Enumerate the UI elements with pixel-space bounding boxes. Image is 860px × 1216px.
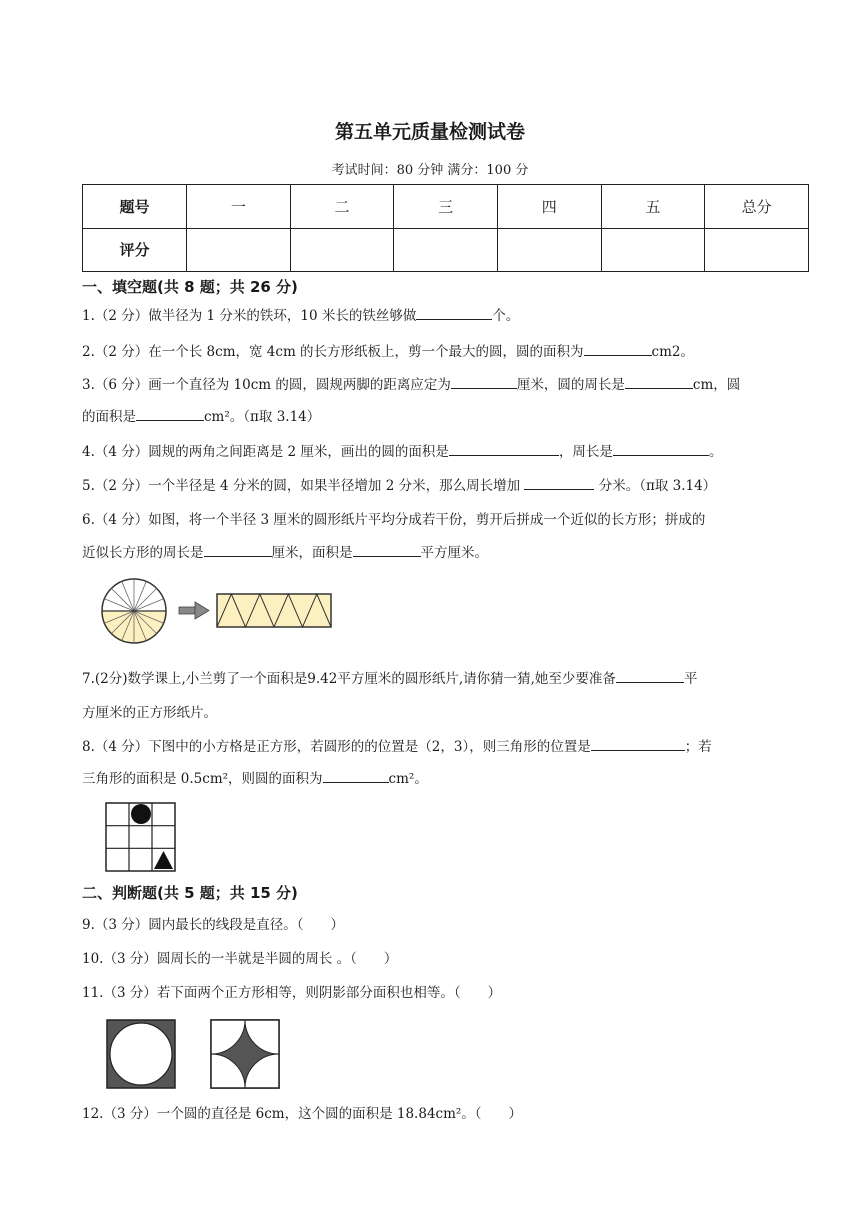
question-text: 7.(2分)数学课上,小兰剪了一个面积是9.42平方厘米的圆形纸片,请你猜一猜,她至少要准备 [82, 671, 616, 687]
question-text: 平 [683, 671, 698, 687]
question-8-cont [82, 767, 428, 787]
rectangle-outline [217, 594, 331, 627]
question-9: 9.（3 分）圆内最长的线段是直径。（ ） [82, 917, 345, 933]
question-text: 5.（2 分）一个半径是 4 分米的圆，如果半径增加 2 分米，那么周长增加 [82, 478, 525, 494]
question-12: 12.（3 分）一个圆的直径是 6cm，这个圆的面积是 18.84cm²。（ ） [82, 1106, 523, 1122]
question-text: 近似长方形的周长是 [82, 545, 204, 561]
table-cell: 总分 [705, 185, 809, 229]
question-2 [82, 340, 694, 360]
question-text: 三角形的面积是 0.5cm²，则圆的面积为 [82, 771, 323, 787]
score-cell[interactable] [705, 228, 809, 272]
question-3-cont [82, 405, 320, 425]
page-title: 第五单元质量检测试卷 [334, 121, 525, 143]
arrow-icon [179, 602, 209, 619]
table-cell: 五 [601, 185, 705, 229]
answer-blank[interactable] [451, 376, 517, 389]
circle-shape [131, 804, 151, 824]
question-text: 3.（6 分）画一个直径为 10cm 的圆，圆规两脚的距离应定为 [82, 377, 451, 393]
section-2-heading: 二、判断题(共 5 题；共 15 分) [82, 884, 298, 902]
answer-blank[interactable] [591, 738, 685, 751]
question-10: 10.（3 分）圆周长的一半就是半圆的周长 。（ ） [82, 951, 398, 967]
score-cell[interactable] [497, 228, 601, 272]
square-with-circle [107, 1020, 175, 1088]
score-cell[interactable] [601, 228, 705, 272]
question-text: cm2。 [651, 344, 694, 360]
question-text: cm²。 [388, 771, 428, 787]
question-text: 个。 [492, 308, 520, 324]
question-3 [82, 373, 740, 393]
question-text: 分米。（π取 3.14） [594, 478, 717, 494]
answer-blank[interactable] [204, 544, 272, 557]
score-table-header-row [83, 185, 809, 229]
question-7 [82, 667, 697, 687]
question-text: 4.（4 分）圆规的两角之间距离是 2 厘米，画出的圆的面积是 [82, 444, 449, 460]
question-text: 的面积是 [82, 409, 136, 425]
table-cell: 一 [187, 185, 291, 229]
circle-to-rectangle-figure [96, 573, 341, 649]
exam-info: 考试时间：80 分钟 满分：100 分 [331, 163, 529, 178]
score-cell[interactable] [290, 228, 394, 272]
score-table-score-row [83, 228, 809, 272]
answer-blank[interactable] [524, 477, 594, 490]
question-1 [82, 304, 519, 324]
question-text: ；若 [684, 739, 712, 755]
question-text: 6.（4 分）如图，将一个半径 3 厘米的圆形纸片平均分成若干份，剪开后拼成一个近似的长方形；拼成的 [82, 512, 706, 528]
score-cell[interactable] [394, 228, 498, 272]
table-cell: 题号 [83, 185, 187, 229]
question-5 [82, 474, 716, 494]
question-text: 厘米，圆的周长是 [516, 377, 625, 393]
question-4 [82, 440, 722, 460]
question-text: 平方厘米。 [420, 545, 488, 561]
table-cell: 评分 [83, 228, 187, 272]
answer-blank[interactable] [449, 443, 559, 456]
answer-blank[interactable] [416, 307, 492, 320]
grid-figure [104, 801, 178, 873]
question-7-cont [82, 701, 217, 721]
score-table [82, 184, 809, 272]
question-8 [82, 735, 712, 755]
table-cell: 二 [290, 185, 394, 229]
table-cell: 三 [394, 185, 498, 229]
question-text: 8.（4 分）下图中的小方格是正方形，若圆形的的位置是（2，3），则三角形的位置是 [82, 739, 591, 755]
question-text: cm²。（π取 3.14） [204, 409, 321, 425]
question-6 [82, 508, 705, 528]
sector-circle-figure [102, 579, 166, 643]
section-1-heading: 一、填空题(共 8 题；共 26 分) [82, 278, 298, 296]
answer-blank[interactable] [584, 343, 652, 356]
answer-blank[interactable] [323, 770, 389, 783]
square-with-quarter-circles [211, 1020, 279, 1088]
answer-blank[interactable] [136, 408, 204, 421]
question-text: 2.（2 分）在一个长 8cm，宽 4cm 的长方形纸板上，剪一个最大的圆，圆的面积为 [82, 344, 584, 360]
question-11: 11.（3 分）若下面两个正方形相等，则阴影部分面积也相等。（ ） [82, 985, 502, 1001]
answer-blank[interactable] [353, 544, 421, 557]
table-cell: 四 [497, 185, 601, 229]
question-text: 1.（2 分）做半径为 1 分米的铁环，10 米长的铁丝够做 [82, 308, 417, 324]
question-6-cont [82, 541, 488, 561]
score-cell[interactable] [187, 228, 291, 272]
two-squares-figure [105, 1018, 281, 1090]
answer-blank[interactable] [616, 670, 684, 683]
answer-blank[interactable] [613, 443, 709, 456]
question-text: 方厘米的正方形纸片。 [82, 705, 217, 721]
question-text: cm，圆 [692, 377, 741, 393]
question-text: 。 [708, 444, 723, 460]
question-text: 厘米，面积是 [271, 545, 353, 561]
answer-blank[interactable] [625, 376, 693, 389]
rectangle-of-sectors-figure [217, 594, 331, 627]
question-text: ，周长是 [558, 444, 613, 460]
